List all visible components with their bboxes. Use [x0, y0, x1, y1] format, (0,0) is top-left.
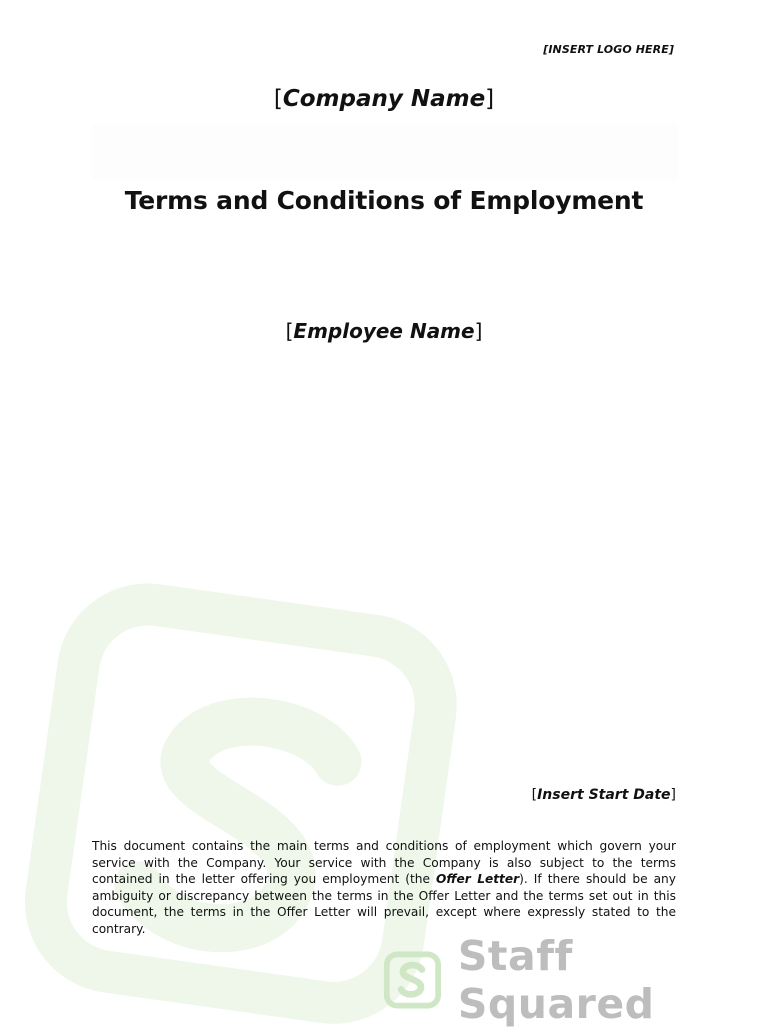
employee-name: [Employee Name]: [285, 319, 483, 343]
staff-squared-s-icon: [383, 949, 442, 1011]
company-name: [Company Name]: [273, 86, 495, 112]
intro-paragraph: [92, 838, 676, 937]
employee-name-text: Employee Name: [293, 319, 475, 343]
company-name-text: Company Name: [282, 86, 486, 112]
intro-part-2: ). If there should be any ambiguity or discrepancy between the terms in the Offer Letter and the terms set out in this document, the terms in the Offer Letter will prevail, except where expressly stated to the contrary.: [92, 872, 676, 936]
title-band: [92, 124, 678, 180]
offer-letter-term: Offer Letter: [436, 872, 520, 886]
brand-name: Staff Squared: [457, 932, 655, 1028]
intro-part-1: This document contains the main terms and conditions of employment which govern your service with the Company. Your service with the Company is also subject to the terms contained in the letter offering you employment (the: [92, 839, 676, 886]
logo-placeholder: [INSERT LOGO HERE]: [543, 43, 674, 56]
start-date: [Insert Start Date]: [531, 787, 676, 803]
staff-squared-logo: [383, 932, 768, 1028]
start-date-text: Insert Start Date: [537, 787, 671, 803]
document-title: Terms and Conditions of Employment: [124, 186, 644, 215]
